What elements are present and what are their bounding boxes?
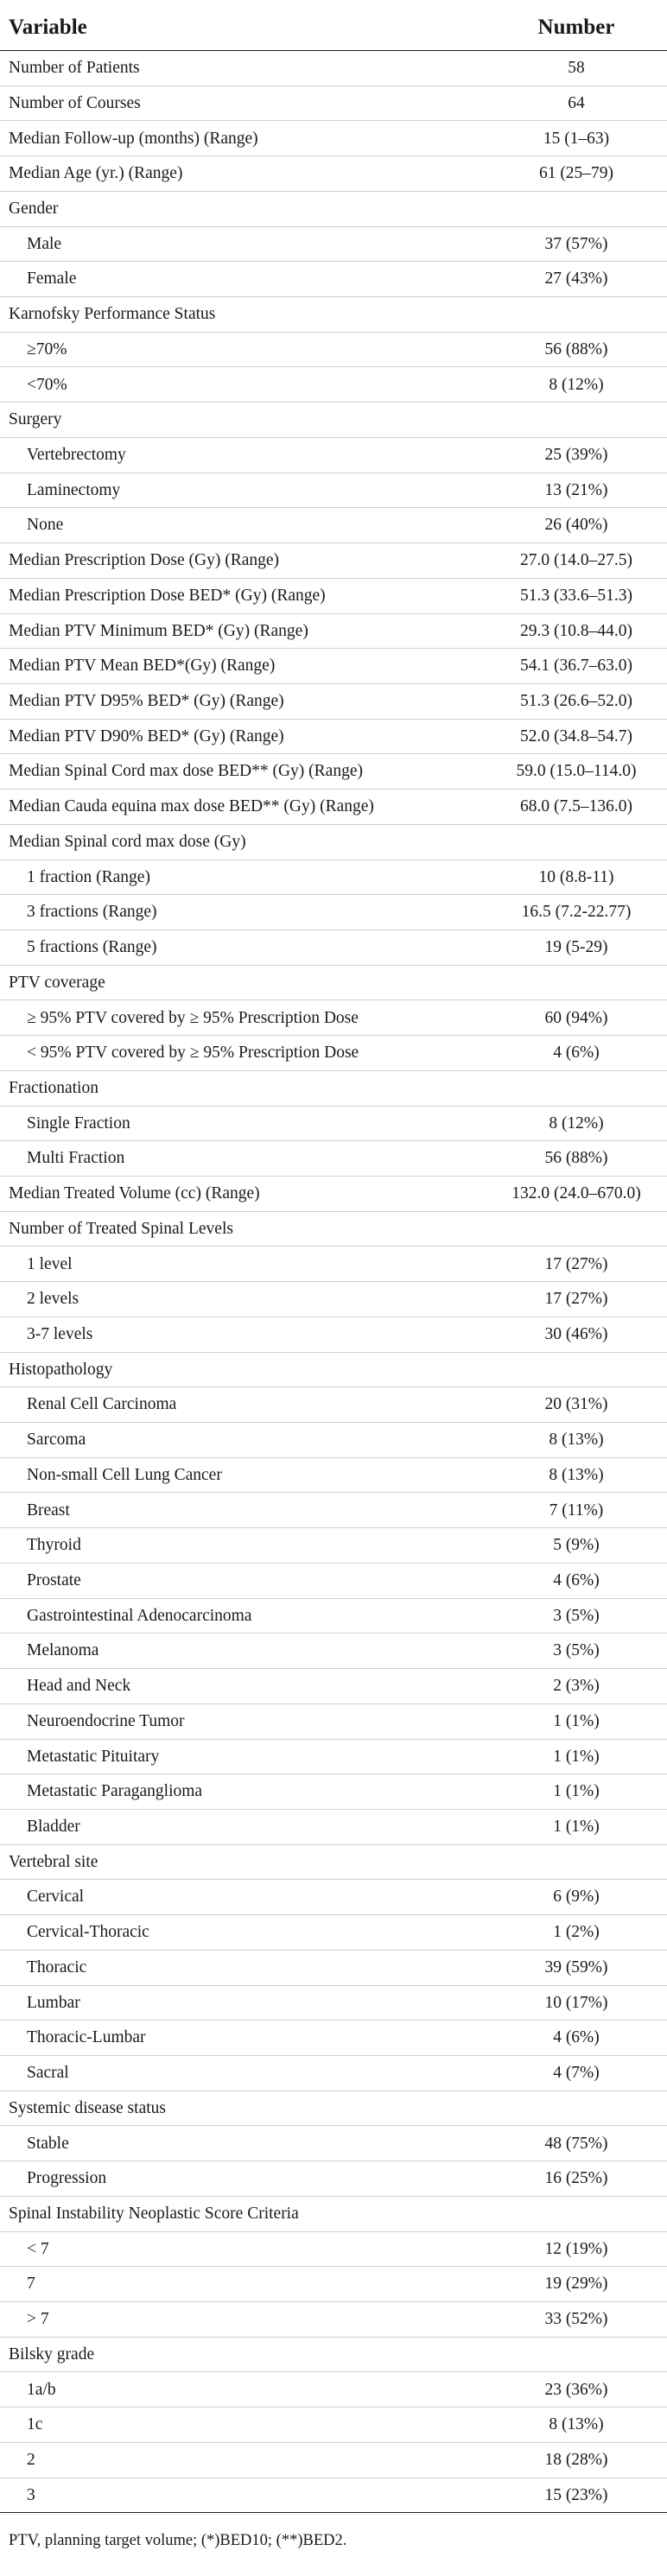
row-value: 56 (88%) <box>544 1149 608 1168</box>
table-row-category <box>0 51 667 86</box>
row-label: Multi Fraction <box>27 1149 125 1168</box>
table-row <box>0 1493 667 1528</box>
row-value: 10 (8.8-11) <box>538 867 614 886</box>
row-value: 20 (31%) <box>544 1395 608 1414</box>
row-value: 56 (88%) <box>544 339 608 358</box>
row-value: 19 (29%) <box>544 2275 608 2294</box>
row-label: ≥ 95% PTV covered by ≥ 95% Prescription Dose <box>27 1008 359 1027</box>
row-label: ≥70% <box>27 339 67 358</box>
table-row-category <box>0 684 667 720</box>
row-label: Progression <box>27 2169 107 2188</box>
row-label: 3 fractions (Range) <box>27 903 157 922</box>
table-row <box>0 1564 667 1599</box>
row-value: 27.0 (14.0–27.5) <box>520 551 632 570</box>
row-label: None <box>27 516 64 535</box>
table-header <box>0 5 667 51</box>
row-label: < 7 <box>27 2239 49 2258</box>
row-label: Single Fraction <box>27 1114 130 1133</box>
table-row <box>0 2161 667 2197</box>
table-row <box>0 1247 667 1282</box>
row-value: 54.1 (36.7–63.0) <box>520 657 632 676</box>
row-label: > 7 <box>27 2310 49 2329</box>
table-row <box>0 1951 667 1986</box>
table-row <box>0 333 667 368</box>
row-value: 60 (94%) <box>544 1008 608 1027</box>
row-label: Gastrointestinal Adenocarcinoma <box>27 1606 252 1625</box>
row-label: Median Spinal cord max dose (Gy) <box>9 832 246 851</box>
table-row <box>0 2056 667 2091</box>
row-value: 23 (36%) <box>544 2380 608 2399</box>
row-value: 19 (5-29) <box>544 938 608 957</box>
row-label: Neuroendocrine Tumor <box>27 1711 185 1730</box>
row-value: 12 (19%) <box>544 2239 608 2258</box>
row-label: Male <box>27 234 62 253</box>
row-label: 2 levels <box>27 1290 79 1309</box>
table-row <box>0 2372 667 2408</box>
row-value: 68.0 (7.5–136.0) <box>520 797 632 816</box>
row-label: Systemic disease status <box>9 2098 166 2117</box>
row-label: Laminectomy <box>27 480 121 499</box>
row-label: Number of Courses <box>9 93 141 112</box>
row-value: 3 (5%) <box>553 1606 600 1625</box>
row-label: Median Prescription Dose (Gy) (Range) <box>9 551 279 570</box>
row-value: 37 (57%) <box>544 234 608 253</box>
row-value: 5 (9%) <box>553 1536 600 1555</box>
table-row-category <box>0 2091 667 2127</box>
table-row-category <box>0 1071 667 1107</box>
row-value: 18 (28%) <box>544 2450 608 2469</box>
row-label: Median Treated Volume (cc) (Range) <box>9 1184 260 1203</box>
row-value: 1 (1%) <box>553 1782 600 1801</box>
row-value: 2 (3%) <box>553 1677 600 1696</box>
row-label: 5 fractions (Range) <box>27 938 157 957</box>
row-label: Non-small Cell Lung Cancer <box>27 1465 222 1484</box>
row-value: 27 (43%) <box>544 270 608 289</box>
table-row <box>0 262 667 297</box>
table-row-category <box>0 1212 667 1247</box>
table-row <box>0 1915 667 1951</box>
table-row-category <box>0 2338 667 2373</box>
table-row <box>0 1528 667 1564</box>
table-row <box>0 2232 667 2268</box>
row-label: Median Prescription Dose BED* (Gy) (Range) <box>9 586 326 605</box>
table-row <box>0 1774 667 1810</box>
table-row <box>0 930 667 966</box>
row-value: 7 (11%) <box>549 1501 604 1520</box>
table-row <box>0 1036 667 1071</box>
table-row <box>0 473 667 509</box>
table-row-category <box>0 543 667 579</box>
row-label: Number of Patients <box>9 59 140 78</box>
table-row <box>0 227 667 263</box>
row-label: 2 <box>27 2450 35 2469</box>
row-value: 15 (1–63) <box>543 129 610 148</box>
table-body <box>0 51 667 2513</box>
table-row-category <box>0 966 667 1001</box>
table-row <box>0 1317 667 1353</box>
table-row-category <box>0 403 667 438</box>
table-row-category <box>0 1353 667 1388</box>
table-row <box>0 2126 667 2161</box>
row-value: 6 (9%) <box>553 1888 600 1907</box>
row-value: 25 (39%) <box>544 446 608 465</box>
table-row-category <box>0 614 667 650</box>
table-row <box>0 1458 667 1494</box>
row-label: Median PTV Minimum BED* (Gy) (Range) <box>9 621 308 640</box>
row-label: Vertebrectomy <box>27 446 126 465</box>
row-value: 3 (5%) <box>553 1641 600 1660</box>
row-label: 3-7 levels <box>27 1324 93 1343</box>
table-row <box>0 1740 667 1775</box>
row-value: 33 (52%) <box>544 2310 608 2329</box>
row-value: 59.0 (15.0–114.0) <box>516 762 637 781</box>
table-row <box>0 438 667 473</box>
row-label: Fractionation <box>9 1078 98 1097</box>
row-label: 1a/b <box>27 2380 56 2399</box>
row-label: Stable <box>27 2134 69 2153</box>
row-label: Median PTV D95% BED* (Gy) (Range) <box>9 692 284 711</box>
table-row <box>0 2021 667 2056</box>
table-row-category <box>0 1845 667 1881</box>
table-row <box>0 2408 667 2443</box>
row-label: Melanoma <box>27 1641 99 1660</box>
row-value: 48 (75%) <box>544 2134 608 2153</box>
row-value: 8 (12%) <box>549 1114 604 1133</box>
row-label: Cervical-Thoracic <box>27 1923 149 1942</box>
row-label: Prostate <box>27 1571 81 1590</box>
row-label: Gender <box>9 199 59 218</box>
row-label: 1 level <box>27 1254 73 1273</box>
row-value: 8 (13%) <box>549 1465 604 1484</box>
row-label: Renal Cell Carcinoma <box>27 1395 177 1414</box>
row-label: Lumbar <box>27 1993 80 2012</box>
row-value: 132.0 (24.0–670.0) <box>511 1184 641 1203</box>
row-label: PTV coverage <box>9 973 105 992</box>
row-label: Spinal Instability Neoplastic Score Criteria <box>9 2204 299 2223</box>
row-label: Karnofsky Performance Status <box>9 305 216 324</box>
row-label: Sacral <box>27 2064 69 2083</box>
row-value: 4 (6%) <box>553 1571 600 1590</box>
table-row-category <box>0 297 667 333</box>
row-value: 51.3 (26.6–52.0) <box>520 692 632 711</box>
row-value: 8 (12%) <box>549 375 604 394</box>
table-row <box>0 2267 667 2302</box>
row-label: 1 fraction (Range) <box>27 867 150 886</box>
header-variable: Variable <box>9 16 87 39</box>
row-value: 8 (13%) <box>549 2415 604 2434</box>
row-value: 29.3 (10.8–44.0) <box>520 621 632 640</box>
table-row <box>0 1704 667 1740</box>
row-label: Number of Treated Spinal Levels <box>9 1219 233 1238</box>
table-row <box>0 1669 667 1704</box>
row-value: 13 (21%) <box>544 480 608 499</box>
table-row <box>0 860 667 896</box>
table-row-category <box>0 86 667 122</box>
table-row-category <box>0 156 667 192</box>
row-label: 1c <box>27 2415 43 2434</box>
row-label: Metastatic Paraganglioma <box>27 1782 203 1801</box>
row-value: 16.5 (7.2-22.77) <box>521 903 632 922</box>
header-number: Number <box>537 16 615 39</box>
table-row-category <box>0 579 667 614</box>
row-value: 4 (7%) <box>553 2064 600 2083</box>
row-value: 4 (6%) <box>553 1044 600 1063</box>
row-value: 16 (25%) <box>544 2169 608 2188</box>
row-label: Histopathology <box>9 1360 113 1379</box>
row-label: Median PTV D90% BED* (Gy) (Range) <box>9 726 284 746</box>
row-value: 4 (6%) <box>553 2028 600 2047</box>
row-value: 15 (23%) <box>544 2485 608 2504</box>
row-label: Median PTV Mean BED*(Gy) (Range) <box>9 657 276 676</box>
table-row <box>0 1599 667 1634</box>
table-row <box>0 1423 667 1458</box>
table-row <box>0 508 667 543</box>
row-label: Median Spinal Cord max dose BED** (Gy) (Range) <box>9 762 363 781</box>
row-label: Median Follow-up (months) (Range) <box>9 129 258 148</box>
row-value: 1 (2%) <box>553 1923 600 1942</box>
table-row <box>0 1986 667 2021</box>
table-row <box>0 367 667 403</box>
row-value: 30 (46%) <box>544 1324 608 1343</box>
table-row <box>0 1387 667 1423</box>
row-value: 17 (27%) <box>544 1254 608 1273</box>
row-label: Breast <box>27 1501 70 1520</box>
table-row-category <box>0 790 667 825</box>
table-row <box>0 895 667 930</box>
row-value: 17 (27%) <box>544 1290 608 1309</box>
row-value: 10 (17%) <box>544 1993 608 2012</box>
table-row <box>0 2443 667 2478</box>
table-row-category <box>0 754 667 790</box>
row-value: 58 <box>568 59 585 78</box>
table-row-category <box>0 1177 667 1212</box>
table-row-category <box>0 825 667 860</box>
row-label: Bladder <box>27 1818 80 1837</box>
row-label: Cervical <box>27 1888 85 1907</box>
table-row-category <box>0 121 667 156</box>
row-label: Thoracic-Lumbar <box>27 2028 146 2047</box>
row-value: 8 (13%) <box>549 1431 604 1450</box>
table-row-category <box>0 649 667 684</box>
table-row-category <box>0 192 667 227</box>
row-label: Vertebral site <box>9 1852 98 1871</box>
table-row <box>0 1282 667 1317</box>
row-label: Thyroid <box>27 1536 81 1555</box>
row-value: 1 (1%) <box>553 1818 600 1837</box>
row-value: 64 <box>568 93 585 112</box>
table-row <box>0 2302 667 2338</box>
row-value: 1 (1%) <box>553 1747 600 1766</box>
row-label: Thoracic <box>27 1957 87 1976</box>
table-row <box>0 1107 667 1142</box>
row-label: Female <box>27 270 77 289</box>
row-label: Median Cauda equina max dose BED** (Gy) (Range) <box>9 797 374 816</box>
table-row <box>0 1141 667 1177</box>
table-footnote: PTV, planning target volume; (*)BED10; (**)BED2. <box>9 2532 347 2550</box>
row-label: < 95% PTV covered by ≥ 95% Prescription Dose <box>27 1044 359 1063</box>
row-label: Bilsky grade <box>9 2344 95 2363</box>
row-label: Head and Neck <box>27 1677 131 1696</box>
row-value: 51.3 (33.6–51.3) <box>520 586 632 605</box>
row-label: Sarcoma <box>27 1431 86 1450</box>
row-value: 1 (1%) <box>553 1711 600 1730</box>
row-label: Median Age (yr.) (Range) <box>9 164 183 183</box>
table-row <box>0 1634 667 1669</box>
row-label: Metastatic Pituitary <box>27 1747 160 1766</box>
row-label: <70% <box>27 375 67 394</box>
table-row <box>0 1880 667 1915</box>
row-label: 7 <box>27 2275 35 2294</box>
table-row <box>0 1810 667 1845</box>
row-value: 26 (40%) <box>544 516 608 535</box>
row-value: 61 (25–79) <box>538 164 614 183</box>
row-label: Surgery <box>9 410 62 429</box>
table-row-category <box>0 720 667 755</box>
row-value: 39 (59%) <box>544 1957 608 1976</box>
table-row-category <box>0 2197 667 2232</box>
row-label: 3 <box>27 2485 35 2504</box>
table-row <box>0 1000 667 1036</box>
row-value: 52.0 (34.8–54.7) <box>520 726 632 746</box>
table-row <box>0 2478 667 2514</box>
